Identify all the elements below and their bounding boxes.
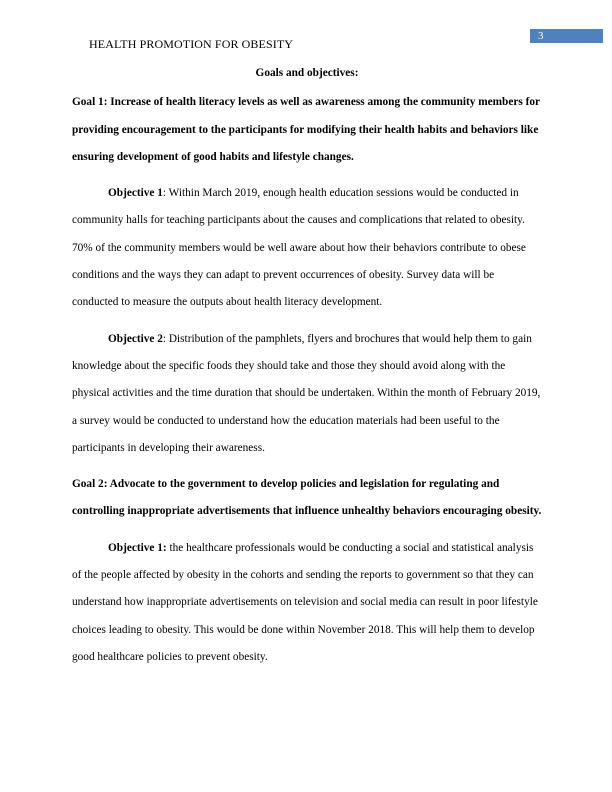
- objective-text: the healthcare professionals would be conducting a social and statistical analysis of the people affected by obesity in the cohorts and sending the reports to government so that they can understand how inappropriate advertisements on television and social media can result in poor lifestyle choices leading to obesity. This would be done within November 2018. This will help them to develop good healthcare policies to prevent obesity.: [72, 541, 538, 663]
- objective-text: : Within March 2019, enough health education sessions would be conducted in community halls for teaching participants about the causes and complications that related to obesity. 70% of the community members would be well aware about how their behaviors contribute to obese conditions and the ways they can adapt to prevent occurrences of obesity. Survey data will be conducted to measure the outputs about health literacy development.: [72, 187, 526, 309]
- goal-2: Goal 2: Advocate to the government to develop policies and legislation for regulating and controlling inappropriate advertisements that influence unhealthy behaviors encouraging obesity.: [72, 478, 542, 518]
- objective-label: Objective 1: [108, 187, 163, 200]
- goal-1-objective-2: [72, 326, 542, 462]
- objective-label: Objective 2: [108, 332, 163, 345]
- section-heading: Goals and objectives:: [255, 67, 359, 79]
- goal-1: Goal 1: Increase of health literacy levels as well as awareness among the community members for providing encouragement to the participants for modifying their health habits and behaviors like ensuring development of good habits and lifestyle changes.: [72, 96, 540, 163]
- document-body: [72, 60, 542, 680]
- page-number: 3: [538, 30, 544, 42]
- objective-text: : Distribution of the pamphlets, flyers and brochures that would help them to gain knowledge about the specific foods they should take and those they should avoid along with the physical activities and the time duration that should be undertaken. Within the month of February 2019, a survey would be conducted to understand how the education materials had been useful to the participants in developing their awareness.: [72, 332, 541, 454]
- goal-2-objective-1: [72, 535, 542, 671]
- objective-label: Objective 1:: [108, 541, 167, 554]
- running-head: HEALTH PROMOTION FOR OBESITY: [89, 37, 294, 51]
- goal-1-objective-1: [72, 180, 542, 316]
- page-number-box: [530, 29, 603, 43]
